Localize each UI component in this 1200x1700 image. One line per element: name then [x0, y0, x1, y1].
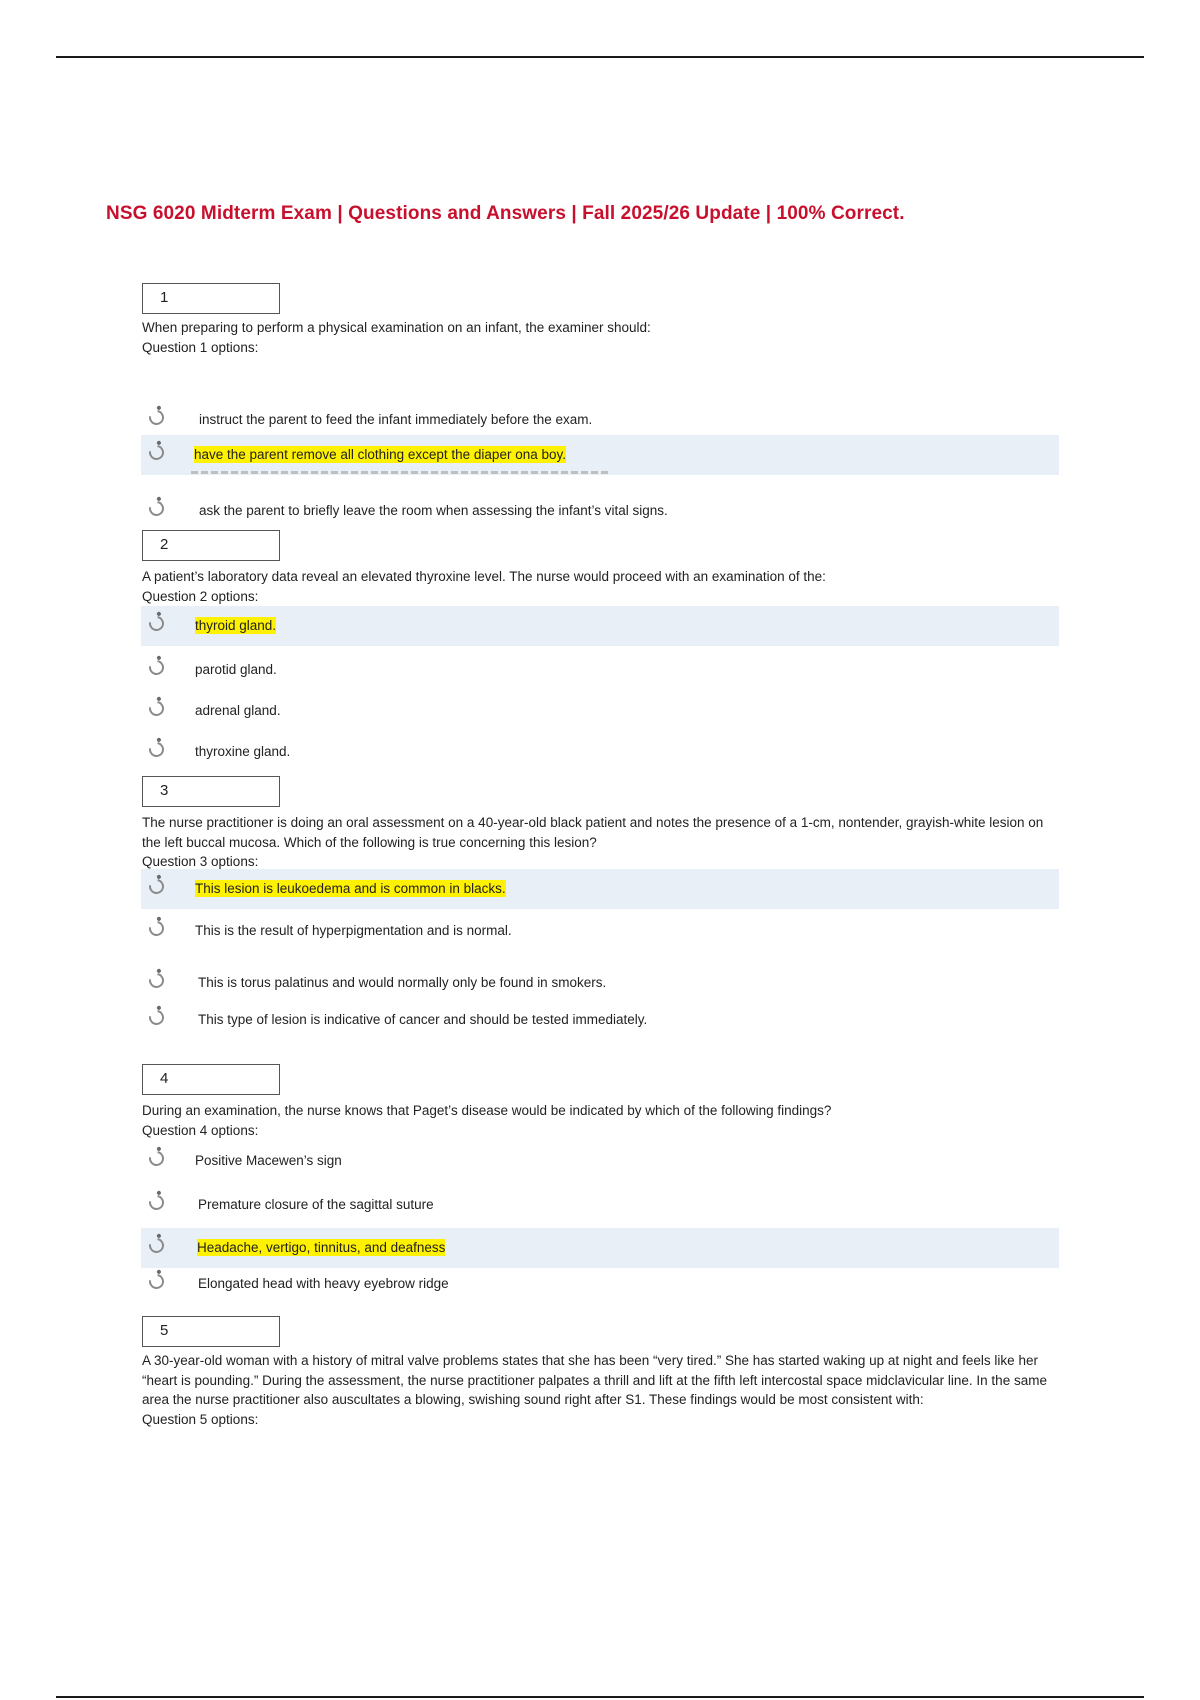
option-label: thyroxine gland. [195, 744, 291, 759]
option-label: adrenal gland. [195, 703, 281, 718]
option-label: parotid gland. [195, 662, 277, 677]
question-text [142, 318, 1062, 357]
question-stem: When preparing to perform a physical examination on an infant, the examiner should: [142, 320, 651, 335]
radio-button-icon[interactable] [146, 613, 167, 634]
option-label: This is the result of hyperpigmentation and is normal. [195, 923, 512, 938]
option-label: Premature closure of the sagittal suture [198, 1197, 434, 1212]
question-stem: A 30-year-old woman with a history of mitral valve problems states that she has been “very tired.” She has started waking up at night and feels like her “heart is pounding.” During the assessment, the nurse practitioner palpates a thrill and lift at the fifth left intercostal space midclavicular line. In the same area the nurse practitioner also auscultates a blowing, swishing sound right after S1. These findings would be most consistent with: [142, 1353, 1047, 1407]
option-label: ask the parent to briefly leave the room when assessing the infant’s vital signs. [199, 503, 668, 518]
bottom-rule [56, 1696, 1144, 1698]
option-label: Elongated head with heavy eyebrow ridge [198, 1276, 449, 1291]
option-label-highlighted: This lesion is leukoedema and is common in blacks. [195, 881, 506, 896]
question-text [142, 567, 1062, 606]
radio-button-icon[interactable] [146, 970, 167, 991]
answer-option-correct[interactable] [141, 1228, 1059, 1268]
answer-option-correct[interactable] [141, 606, 1059, 646]
question-number-box: 2 [142, 530, 280, 561]
radio-button-icon[interactable] [146, 498, 167, 519]
answer-option[interactable] [141, 1264, 1059, 1304]
radio-button-icon[interactable] [146, 407, 167, 428]
question-number-box: 5 [142, 1316, 280, 1347]
option-label: This is torus palatinus and would normally only be found in smokers. [198, 975, 607, 990]
answer-option[interactable] [141, 963, 1059, 1003]
option-label: instruct the parent to feed the infant immediately before the exam. [199, 412, 593, 427]
radio-button-icon[interactable] [146, 657, 167, 678]
options-label: Question 5 options: [142, 1411, 259, 1427]
answer-option[interactable] [141, 1185, 1059, 1225]
answer-option-correct[interactable] [141, 869, 1059, 909]
option-label-highlighted: Headache, vertigo, tinnitus, and deafness [197, 1240, 446, 1255]
question-text [142, 1101, 1062, 1140]
answer-option-correct[interactable] [141, 435, 1059, 475]
options-label: Question 1 options: [142, 339, 259, 355]
answer-option[interactable] [141, 650, 1059, 690]
options-label: Question 2 options: [142, 588, 259, 604]
radio-button-icon[interactable] [146, 876, 167, 897]
radio-button-icon[interactable] [146, 918, 167, 939]
answer-option[interactable] [141, 400, 1059, 440]
option-label-highlighted: have the parent remove all clothing except the diaper ona boy. [194, 447, 566, 462]
answer-option[interactable] [141, 491, 1059, 531]
answer-option[interactable] [141, 732, 1059, 772]
option-label: This type of lesion is indicative of cancer and should be tested immediately. [198, 1012, 648, 1027]
radio-button-icon[interactable] [146, 1192, 167, 1213]
radio-button-icon[interactable] [146, 1148, 167, 1169]
radio-button-icon[interactable] [146, 1235, 167, 1256]
radio-button-icon[interactable] [146, 698, 167, 719]
question-text [142, 813, 1062, 872]
option-label: Positive Macewen’s sign [195, 1153, 342, 1168]
question-number-box: 1 [142, 283, 280, 314]
top-rule [56, 56, 1144, 58]
option-label-highlighted: thyroid gland. [195, 618, 277, 633]
answer-option[interactable] [141, 911, 1059, 951]
question-number-box: 3 [142, 776, 280, 807]
question-stem: The nurse practitioner is doing an oral assessment on a 40-year-old black patient and notes the presence of a 1-cm, nontender, grayish-white lesion on the left buccal mucosa. Which of the following is true concerning this lesion? [142, 815, 1044, 850]
question-text [142, 1351, 1062, 1429]
radio-button-icon[interactable] [146, 1007, 167, 1028]
answer-option[interactable] [141, 1141, 1059, 1181]
document-title: NSG 6020 Midterm Exam | Questions and Answers | Fall 2025/26 Update | 100% Correct. [106, 203, 905, 224]
options-label: Question 3 options: [142, 854, 259, 869]
radio-button-icon[interactable] [146, 739, 167, 760]
question-stem: During an examination, the nurse knows that Paget’s disease would be indicated by which of the following findings? [142, 1103, 832, 1118]
question-stem: A patient’s laboratory data reveal an elevated thyroxine level. The nurse would proceed with an examination of the: [142, 569, 826, 584]
answer-option[interactable] [141, 1000, 1059, 1040]
radio-button-icon[interactable] [146, 442, 167, 463]
answer-option[interactable] [141, 691, 1059, 731]
question-number-box: 4 [142, 1064, 280, 1095]
radio-button-icon[interactable] [146, 1271, 167, 1292]
options-label: Question 4 options: [142, 1122, 259, 1138]
obscured-text-fragment [191, 471, 611, 474]
